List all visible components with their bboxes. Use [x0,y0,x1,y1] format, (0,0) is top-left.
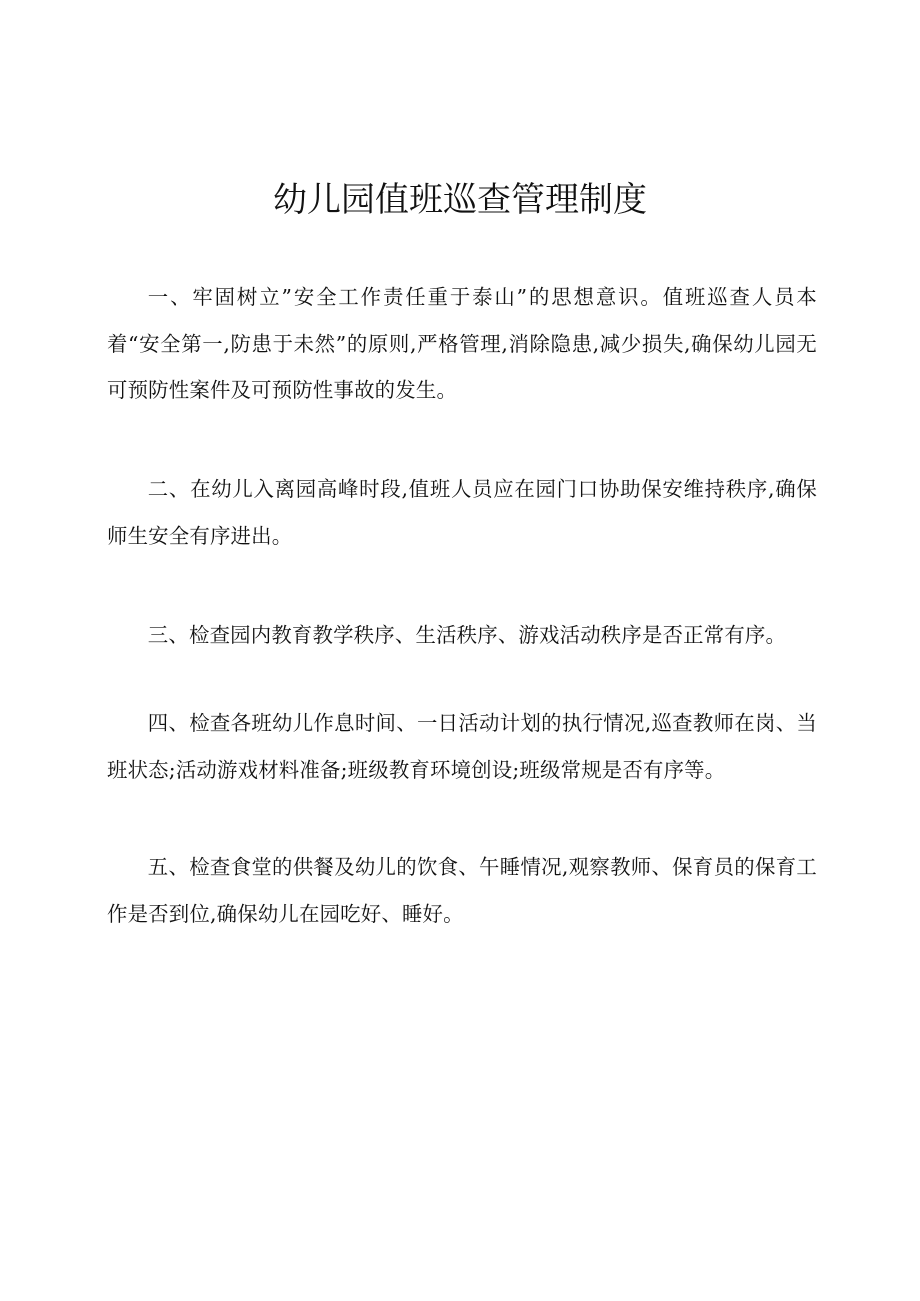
paragraph-3: 三、检查园内教育教学秩序、生活秩序、游戏活动秩序是否正常有序。 [147,623,787,647]
document-title: 幼儿园值班巡查管理制度 [273,180,647,220]
paragraph-4: 四、检查各班幼儿作息时间、一日活动计划的执行情况,巡查教师在岗、当班状态;活动游戏材料准备;班级教育环境创设;班级常规是否有序等。 [107,711,817,782]
paragraph-1: 一、牢固树立”安全工作责任重于泰山”的思想意识。值班巡查人员本着“安全第一,防患于未然”的原则,严格管理,消除隐患,减少损失,确保幼儿园无可预防性案件及可预防性事故的发生。 [107,285,817,402]
paragraph-5: 五、检查食堂的供餐及幼儿的饮食、午睡情况,观察教师、保育员的保育工作是否到位,确保幼儿在园吃好、睡好。 [107,855,817,926]
paragraph-2: 二、在幼儿入离园高峰时段,值班人员应在园门口协助保安维持秩序,确保师生安全有序进出。 [107,477,817,548]
